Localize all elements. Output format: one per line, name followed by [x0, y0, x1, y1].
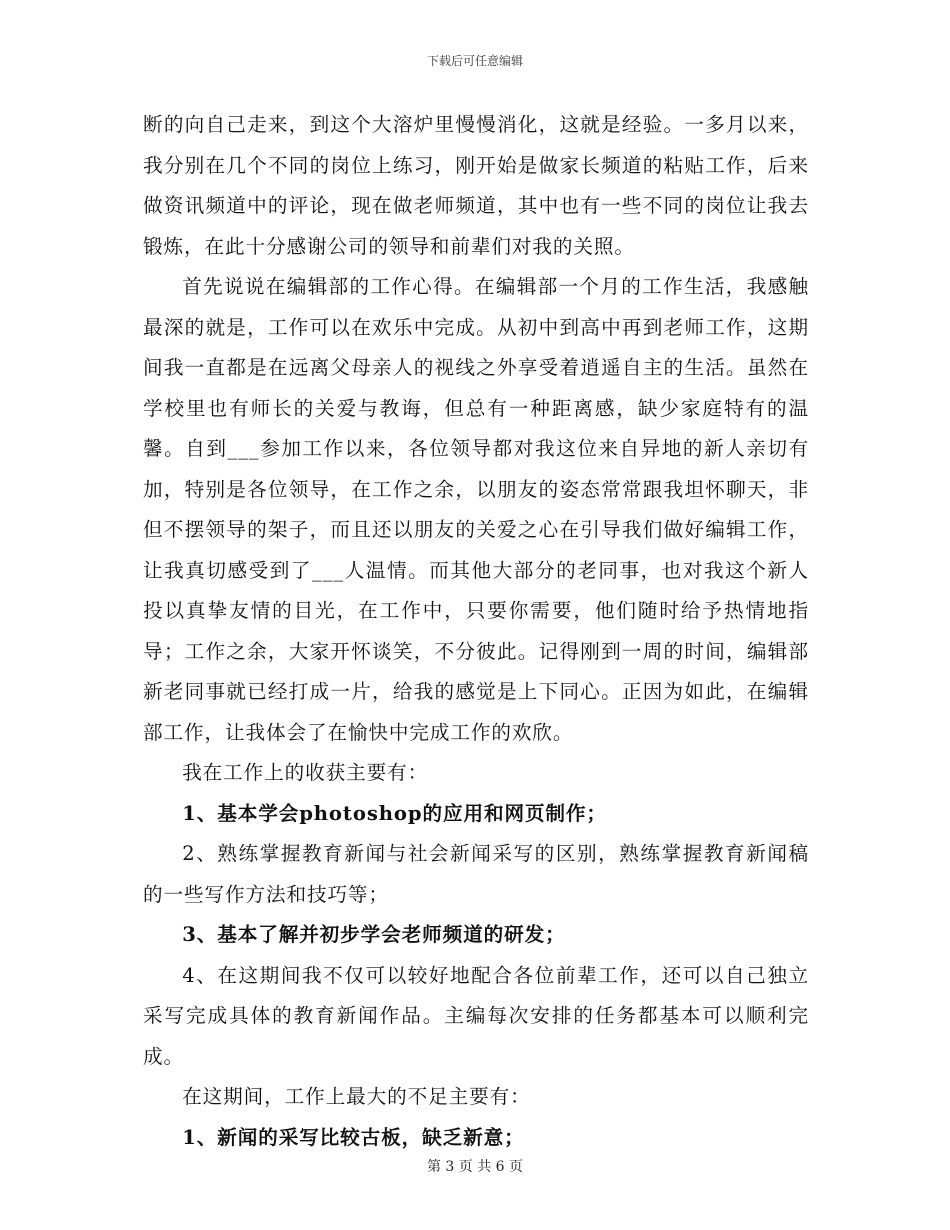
paragraph-continuation: 断的向自己走来，到这个大溶炉里慢慢消化，这就是经验。一多月以来，我分别在几个不同的岗位上练习，刚开始是做家长频道的粘贴工作，后来做资讯频道中的评论，现在做老师频道，其中也有一些不同的岗位让我去锻炼，在此十分感谢公司的领导和前辈们对我的关照。	[143, 113, 809, 258]
document-body	[143, 105, 809, 1158]
paragraph-work-experience: 首先说说在编辑部的工作心得。在编辑部一个月的工作生活，我感触最深的就是，工作可以在欢乐中完成。从初中到高中再到老师工作，这期间我一直都是在远离父母亲人的视线之外享受着逍遥自主的生活。虽然在学校里也有师长的关爱与教诲，但总有一种距离感，缺少家庭特有的温馨。自到___参加工作以来，各位领导都对我这位来自异地的新人亲切有加，特别是各位领导，在工作之余，以朋友的姿态常常跟我坦怀聊天，非但不摆领导的架子，而且还以朋友的关爱之心在引导我们做好编辑工作，让我真切感受到了___人温情。而其他大部分的老同事，也对我这个新人投以真挚友情的目光，在工作中，只要你需要，他们随时给予热情地指导；工作之余，大家开怀谈笑，不分彼此。记得刚到一周的时间，编辑部新老同事就已经打成一片，给我的感觉是上下同心。正因为如此，在编辑部工作，让我体会了在愉快中完成工作的欢欣。	[143, 275, 809, 744]
paragraph-gains-intro: 我在工作上的收获主要有：	[182, 761, 429, 784]
list-item-gain-1: 1、基本学会photoshop的应用和网页制作；	[182, 801, 607, 825]
list-item-gain-3: 3、基本了解并初步学会老师频道的研发；	[182, 923, 566, 946]
list-item-shortcoming-1: 1、新闻的采写比较古板，缺乏新意；	[182, 1125, 525, 1149]
list-item-gain-2: 2、熟练掌握教育新闻与社会新闻采写的区别，熟练掌握教育新闻稿的一些写作方法和技巧等；	[143, 842, 809, 906]
page-number: 第 3 页 共 6 页	[426, 1159, 524, 1175]
paragraph-shortcomings-intro: 在这期间，工作上最大的不足主要有：	[182, 1085, 531, 1108]
page-header: 下载后可任意编辑	[426, 54, 523, 68]
list-item-gain-4: 4、在这期间我不仅可以较好地配合各位前辈工作，还可以自己独立采写完成具体的教育新闻作品。主编每次安排的任务都基本可以顺利完成。	[143, 963, 809, 1068]
